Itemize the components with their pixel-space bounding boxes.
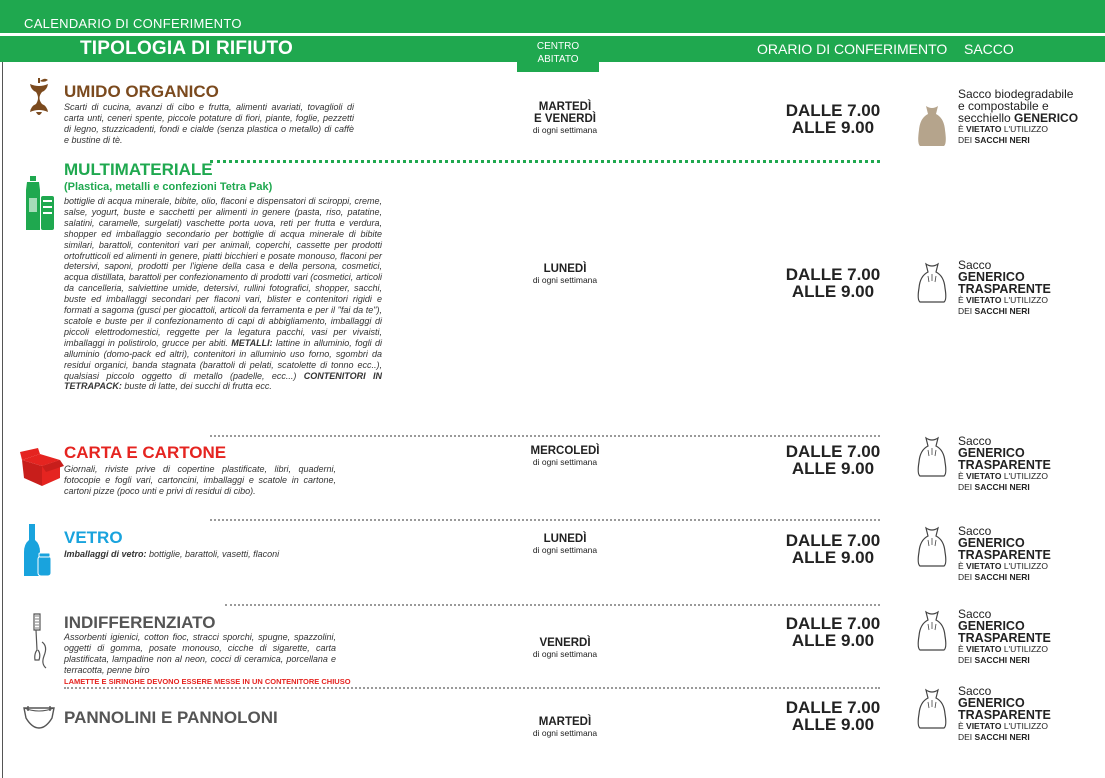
day-multi-2: di ogni settimana	[532, 275, 598, 285]
warn-text-3: DEI	[958, 732, 975, 742]
warn-text-2: L'UTILIZZO	[1001, 561, 1048, 571]
bag-indiff-l2: GENERICO	[958, 619, 1025, 633]
warn-bold-2: SACCHI NERI	[974, 655, 1030, 665]
day-umido	[495, 101, 635, 135]
metalli-label: METALLI:	[231, 337, 273, 348]
warn-bold-2: SACCHI NERI	[974, 306, 1030, 316]
warn-bold: VIETATO	[966, 644, 1002, 654]
bag-umido-l1: Sacco biodegradabile	[958, 87, 1074, 101]
day-carta-2: di ogni settimana	[532, 457, 598, 467]
bag-multi-l1: Sacco	[958, 258, 992, 272]
day-indifferenziato	[495, 637, 635, 659]
title-multimateriale: MULTIMATERIALE	[64, 160, 213, 179]
warn-bold-2: SACCHI NERI	[974, 482, 1030, 492]
bag-carta	[958, 436, 1051, 493]
bag-indifferenziato	[958, 609, 1051, 666]
bag-multimateriale	[958, 260, 1051, 317]
bag-vetro-l1: Sacco	[958, 524, 992, 538]
column-header-tipologia: TIPOLOGIA DI RIFIUTO	[80, 38, 293, 59]
column-header-centro	[517, 36, 599, 72]
bag-vetro-l2: GENERICO	[958, 536, 1025, 550]
apple-core-icon	[26, 76, 52, 120]
time-vetro	[770, 532, 896, 566]
left-border	[2, 62, 3, 778]
warn-text: È	[958, 471, 967, 481]
warn-bold-2: SACCHI NERI	[974, 732, 1030, 742]
transparent-bag-icon	[914, 526, 950, 568]
day-multimateriale	[495, 263, 635, 285]
bag-umido-l2: e compostabile e	[958, 99, 1049, 113]
title-indifferenziato: INDIFFERENZIATO	[64, 613, 216, 632]
warn-bold: VIETATO	[966, 471, 1002, 481]
centro-line-1: CENTRO	[536, 41, 580, 52]
day-multi-1: LUNEDÌ	[543, 263, 587, 275]
warn-bold: VIETATO	[966, 561, 1002, 571]
day-umido-1b: E VENERDÌ	[534, 113, 596, 125]
top-bar	[0, 0, 1105, 33]
warn-bold: VIETATO	[966, 721, 1002, 731]
day-vetro-2: di ogni settimana	[532, 545, 598, 555]
warn-indifferenziato: LAMETTE E SIRINGHE DEVONO ESSERE MESSE IN UN CONTENITORE CHIUSO	[64, 677, 351, 686]
toothbrush-icon	[30, 612, 52, 670]
bag-umido-l3b: GENERICO	[1014, 111, 1079, 125]
warn-bold-2: SACCHI NERI	[974, 135, 1030, 145]
time-pann-1: DALLE 7.00	[785, 698, 881, 717]
title-vetro: VETRO	[64, 528, 123, 547]
time-multimateriale	[770, 266, 896, 300]
warn-text: È	[958, 644, 967, 654]
compost-bag-icon	[914, 104, 950, 148]
day-vetro	[495, 533, 635, 555]
warn-text-2: L'UTILIZZO	[1001, 124, 1048, 134]
time-vetro-1: DALLE 7.00	[785, 531, 881, 550]
day-umido-1: MARTEDÌ	[538, 101, 592, 113]
transparent-bag-icon	[914, 436, 950, 478]
time-multi-1: DALLE 7.00	[785, 265, 881, 284]
day-pannolini	[495, 716, 635, 738]
time-indiff-2: ALLE 9.00	[791, 631, 875, 650]
warn-text-2: L'UTILIZZO	[1001, 471, 1048, 481]
bag-pann-l1: Sacco	[958, 684, 992, 698]
bag-pann-l2: GENERICO	[958, 696, 1025, 710]
row-divider	[225, 604, 880, 606]
diaper-icon	[22, 704, 56, 730]
time-umido	[770, 102, 896, 136]
row-divider	[210, 435, 880, 437]
bottle-can-icon	[24, 176, 56, 232]
warn-bold-2: SACCHI NERI	[974, 572, 1030, 582]
centro-line-2: ABITATO	[537, 54, 579, 65]
glass-bottle-icon	[24, 524, 52, 578]
column-header-orario: ORARIO DI CONFERIMENTO	[757, 41, 948, 57]
time-carta-1: DALLE 7.00	[785, 442, 881, 461]
metalli-desc: lattine in alluminio, fogli di alluminio (domo-pack ed altri), contenitori in alluminio uso forno, sgombri da residui organici, banda stagnata (barattoli di pelati, scatolette di tonno ecc..), qualsiasi piccolo oggetto di metallo (padelle, ecc...)	[64, 337, 382, 381]
desc-multimateriale	[64, 196, 382, 392]
title-carta: CARTA E CARTONE	[64, 443, 227, 462]
desc-umido: Scarti di cucina, avanzi di cibo e frutta, alimenti avariati, tovaglioli di carta unti, ceneri spente, piccole potature di fiori, piante, foglie, pezzetti di legno, stuzzicadenti, fondi e cialde (senza plastica o metallo) di caffè e bustine di tè.	[64, 102, 354, 145]
bag-carta-l1: Sacco	[958, 434, 992, 448]
calendar-title: CALENDARIO DI CONFERIMENTO	[24, 16, 242, 31]
title-umido: UMIDO ORGANICO	[64, 82, 219, 101]
time-indiff-1: DALLE 7.00	[785, 614, 881, 633]
tetra-desc: buste di latte, dei succhi di frutta ecc.	[121, 381, 272, 392]
bag-umido	[958, 88, 1078, 146]
warn-text-3: DEI	[958, 306, 975, 316]
bag-umido-warn	[958, 124, 1078, 135]
warn-text-2: L'UTILIZZO	[1001, 644, 1048, 654]
time-carta-2: ALLE 9.00	[791, 459, 875, 478]
bag-vetro	[958, 526, 1051, 583]
bag-pann-l3: TRASPARENTE	[958, 708, 1051, 722]
bag-umido-l3a: secchiello	[958, 111, 1015, 125]
title-pannolini: PANNOLINI E PANNOLONI	[64, 708, 278, 727]
bag-multi-l3: TRASPARENTE	[958, 282, 1051, 296]
vetro-desc: bottiglie, barattoli, vasetti, flaconi	[146, 549, 280, 559]
time-umido-1: DALLE 7.00	[785, 101, 881, 120]
warn-text-2: L'UTILIZZO	[1001, 295, 1048, 305]
warn-bold: VIETATO	[966, 295, 1002, 305]
bag-umido-warn2	[958, 135, 1078, 146]
time-pannolini	[770, 699, 896, 733]
warn-text: È	[958, 721, 967, 731]
bag-pannolini	[958, 686, 1051, 743]
cardboard-box-icon	[20, 448, 64, 488]
warn-text-3: DEI	[958, 482, 975, 492]
warn-text: È	[958, 561, 967, 571]
time-umido-2: ALLE 9.00	[791, 118, 875, 137]
warn-bold: VIETATO	[966, 124, 1002, 134]
warn-text-3: DEI	[958, 572, 975, 582]
tetra-label: CONTENITORI IN TETRAPACK:	[64, 370, 382, 392]
day-carta	[495, 445, 635, 467]
bag-vetro-l3: TRASPARENTE	[958, 548, 1051, 562]
subtitle-multimateriale: (Plastica, metalli e confezioni Tetra Pak)	[64, 181, 273, 193]
bag-indiff-l1: Sacco	[958, 607, 992, 621]
row-divider	[64, 687, 880, 689]
day-vetro-1: LUNEDÌ	[543, 533, 587, 545]
day-umido-2: di ogni settimana	[532, 125, 598, 135]
time-pann-2: ALLE 9.00	[791, 715, 875, 734]
row-divider	[210, 519, 880, 521]
day-pann-2: di ogni settimana	[532, 728, 598, 738]
day-indiff-1: VENERDÌ	[539, 637, 591, 649]
warn-text-3: DEI	[958, 135, 975, 145]
day-indiff-2: di ogni settimana	[532, 649, 598, 659]
time-vetro-2: ALLE 9.00	[791, 548, 875, 567]
desc-carta: Giornali, riviste prive di copertine plastificate, libri, quaderni, fotocopie e fogli vari, cartoncini, imballaggi e scatole in cartone, cartoni pizze (poco unti e privi di residui di cibo).	[64, 464, 336, 496]
day-pann-1: MARTEDÌ	[538, 716, 592, 728]
time-multi-2: ALLE 9.00	[791, 282, 875, 301]
column-header-sacco: SACCO	[964, 41, 1014, 57]
desc-vetro	[64, 549, 336, 560]
transparent-bag-icon	[914, 688, 950, 730]
warn-text-2: L'UTILIZZO	[1001, 721, 1048, 731]
warn-text-3: DEI	[958, 655, 975, 665]
day-carta-1: MERCOLEDÌ	[530, 445, 600, 457]
bag-indiff-l3: TRASPARENTE	[958, 631, 1051, 645]
bag-carta-l2: GENERICO	[958, 446, 1025, 460]
desc-indifferenziato: Assorbenti igienici, cotton fioc, stracci sporchi, spugne, spazzolini, oggetti di gomma, posate monouso, cicche di sigarette, carta plastificata, lampadine non al neon, cocci di ceramica, porcellana e terracotta, penne biro	[64, 632, 336, 675]
desc-multimateriale-main: bottiglie di acqua minerale, bibite, olio, flaconi e dispensatori di sciroppi, creme, salse, yogurt, buste e sacchetti per alimenti in genere (pasta, riso, patatine, salatini, caramelle, surgelati) vaschette porta uova, reti per frutta e verdura, shopper ed imballaggio secondario per bottiglie di acqua minerale di bibite similari, barattoli, contenitori vari per animali, coperchi, cassette per prodotti ortofrutticoli ed alimenti in genere, piatti bicchieri e posate monouso, flaconi per detersivi, saponi, prodotti per l'igiene della casa e della persona, cosmetici, acqua distillata, barattoli per confezionamento di prodotti vari (cosmetici, articoli da cancelleria, salviettine umide, detersivi, rullini fotografici, shopper, sacchi, buste ed imballaggi secondari per flaconi vari, blister e contenitori rigidi e formati a sagoma (gusci per giocattoli, articoli da ferramenta e per il "fai da te"), scatole e buste per il confezionamento di capi di abbigliamento, imballaggi di piccoli elettrodomestici, reggette per la legatura pacchi, vasi per vivaisti, imballaggi in polistirolo, grucce per abiti.	[64, 196, 382, 348]
warn-text: È	[958, 124, 967, 134]
bag-multi-l2: GENERICO	[958, 270, 1025, 284]
transparent-bag-icon	[914, 610, 950, 652]
bag-carta-l3: TRASPARENTE	[958, 458, 1051, 472]
warn-text: È	[958, 295, 967, 305]
row-divider	[210, 160, 880, 163]
time-indifferenziato	[770, 615, 896, 649]
transparent-bag-icon	[914, 262, 950, 304]
time-carta	[770, 443, 896, 477]
vetro-label: Imballaggi di vetro:	[64, 549, 147, 559]
